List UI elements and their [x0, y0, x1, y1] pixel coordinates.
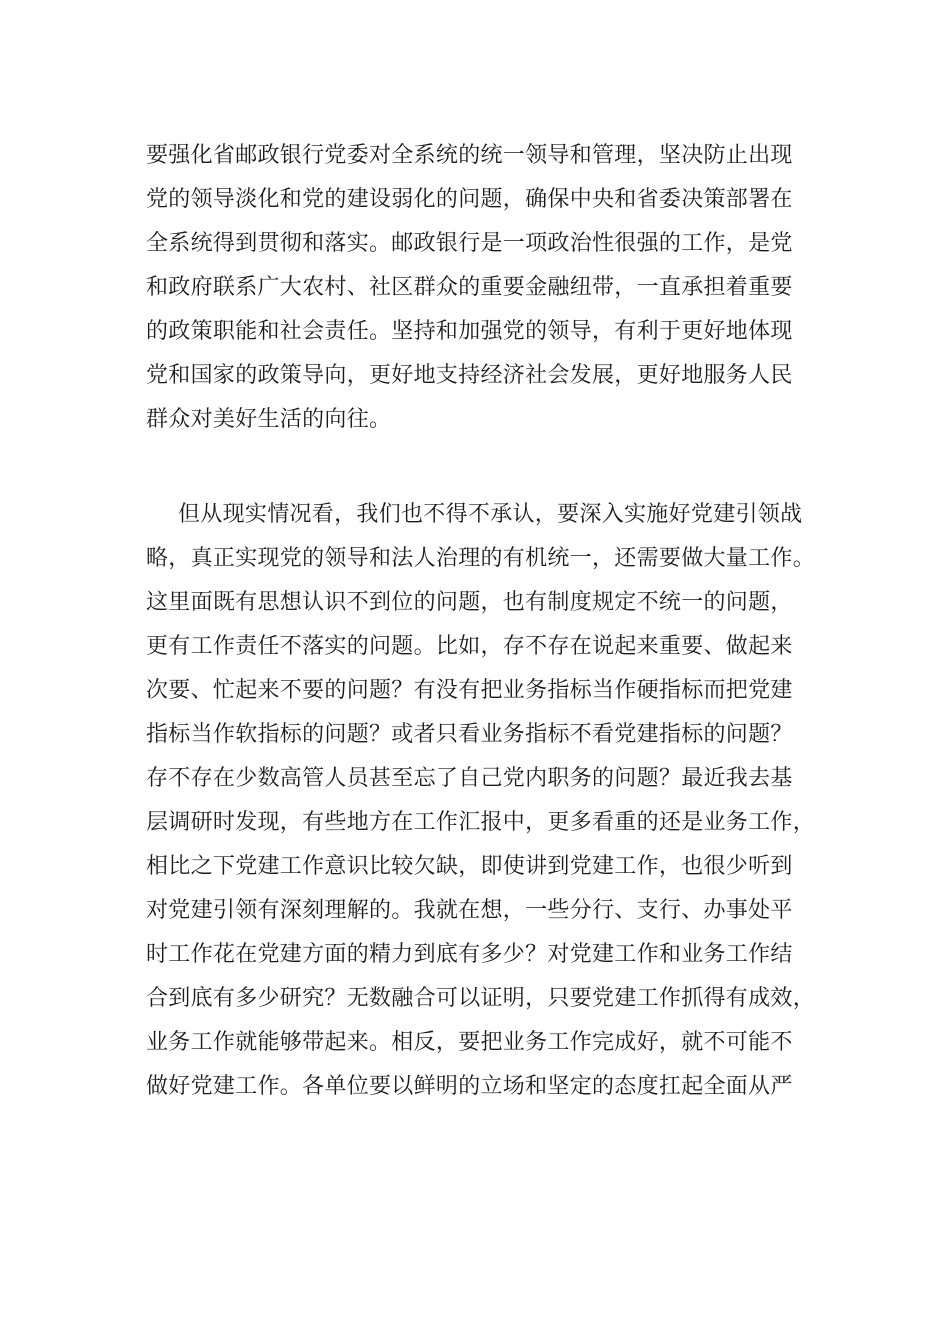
- paragraph-line: 时工作花在党建方面的精力到底有多少？对党建工作和业务工作结: [146, 942, 793, 967]
- paragraph-line: 存不存在少数高管人员甚至忘了自己党内职务的问题？最近我去基: [146, 766, 793, 791]
- paragraph-line: 这里面既有思想认识不到位的问题，也有制度规定不统一的问题，: [146, 590, 793, 615]
- paragraph-line: 更有工作责任不落实的问题。比如，存不存在说起来重要、做起来: [146, 634, 793, 659]
- paragraph-line: 对党建引领有深刻理解的。我就在想，一些分行、支行、办事处平: [146, 898, 793, 923]
- paragraph-line: 做好党建工作。各单位要以鲜明的立场和坚定的态度扛起全面从严: [146, 1074, 793, 1099]
- paragraph-line: 业务工作就能够带起来。相反，要把业务工作完成好，就不可能不: [146, 1030, 793, 1055]
- paragraph-2: [146, 493, 816, 1109]
- paragraph-line: 和政府联系广大农村、社区群众的重要金融纽带，一直承担着重要: [146, 275, 793, 300]
- paragraph-line: 层调研时发现，有些地方在工作汇报中，更多看重的还是业务工作，: [146, 810, 816, 835]
- paragraph-line: 指标当作软指标的问题？或者只看业务指标不看党建指标的问题？: [146, 722, 793, 747]
- paragraph-line: 党和国家的政策导向，更好地支持经济社会发展，更好地服务人民: [146, 363, 793, 388]
- paragraph-line: 略，真正实现党的领导和法人治理的有机统一，还需要做大量工作。: [146, 546, 816, 571]
- paragraph-line: 但从现实情况看，我们也不得不承认，要深入实施好党建引领战: [178, 502, 803, 527]
- paragraph-line: 次要、忙起来不要的问题？有没有把业务指标当作硬指标而把党建: [146, 678, 793, 703]
- paragraph-line: 相比之下党建工作意识比较欠缺，即使讲到党建工作，也很少听到: [146, 854, 793, 879]
- paragraph-1: [146, 134, 816, 442]
- paragraph-line: 群众对美好生活的向往。: [146, 407, 392, 432]
- paragraph-line: 的政策职能和社会责任。坚持和加强党的领导，有利于更好地体现: [146, 319, 793, 344]
- paragraph-line: 合到底有多少研究？无数融合可以证明，只要党建工作抓得有成效，: [146, 986, 816, 1011]
- paragraph-line: 要强化省邮政银行党委对全系统的统一领导和管理，坚决防止出现: [146, 143, 793, 168]
- paragraph-line: 党的领导淡化和党的建设弱化的问题，确保中央和省委决策部署在: [146, 187, 793, 212]
- paragraph-line: 全系统得到贯彻和落实。邮政银行是一项政治性很强的工作，是党: [146, 231, 793, 256]
